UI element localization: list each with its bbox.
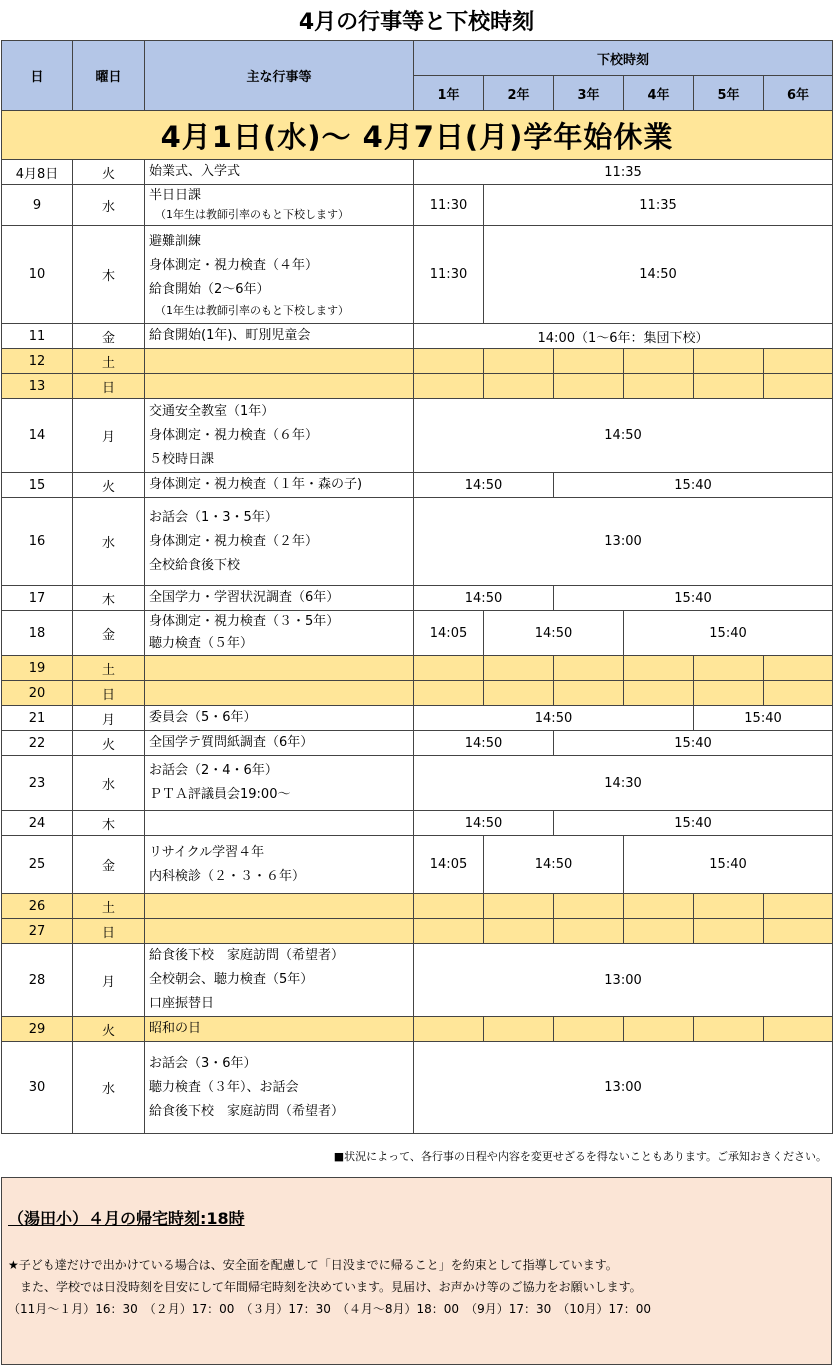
- day-cell: 26: [2, 894, 73, 919]
- day-cell: 14: [2, 399, 73, 473]
- event-cell: [145, 160, 414, 185]
- table-row: [2, 1042, 833, 1134]
- event-text: 身体測定・視力検査（４年）: [149, 257, 319, 273]
- day-cell: 23: [2, 756, 73, 811]
- event-cell: [145, 756, 414, 811]
- event-text: 全校給食後下校: [149, 557, 241, 573]
- time-cell: 15:40: [554, 473, 833, 498]
- header-grade: 3年: [554, 76, 624, 111]
- event-text: 身体測定・視力検査（１年・森の子): [149, 477, 363, 492]
- event-cell: [145, 473, 414, 498]
- time-cell: 14:50: [414, 811, 554, 836]
- time-cell: 13:00: [414, 1042, 833, 1134]
- header-grade: 6年: [764, 76, 833, 111]
- day-cell: 4月8日: [2, 160, 73, 185]
- time-cell: 14:05: [414, 611, 484, 656]
- event-cell: [145, 706, 414, 731]
- event-text: 聴力検査（３年）、お話会: [149, 1079, 299, 1095]
- event-cell: [145, 1042, 414, 1134]
- event-cell: [145, 944, 414, 1017]
- time-cell: 15:40: [554, 811, 833, 836]
- time-cell: 15:40: [624, 611, 833, 656]
- day-cell: 13: [2, 374, 73, 399]
- table-row: [2, 185, 833, 226]
- event-text: 避難訓練: [149, 233, 202, 249]
- day-cell: 15: [2, 473, 73, 498]
- weekday-cell: 水: [73, 1042, 145, 1134]
- header-events: 主な行事等: [145, 41, 414, 111]
- event-text: 給食後下校 家庭訪問（希望者）: [149, 948, 345, 963]
- schedule-note: ■状況によって、各行事の日程や内容を変更せざるを得ないこともあります。ご承知おきください。: [333, 1150, 827, 1163]
- weekday-cell: 土: [73, 656, 145, 681]
- event-cell: [145, 731, 414, 756]
- time-cell: 14:50: [414, 586, 554, 611]
- weekday-cell: 月: [73, 399, 145, 473]
- home-time-box: [1, 1177, 832, 1365]
- table-row: [2, 944, 833, 1017]
- weekday-cell: 火: [73, 731, 145, 756]
- header-grade: 1年: [414, 76, 484, 111]
- day-cell: 11: [2, 324, 73, 349]
- table-row: [2, 656, 833, 681]
- event-text: 給食後下校 家庭訪問（希望者）: [149, 1103, 345, 1119]
- event-text: 昭和の日: [149, 1021, 202, 1036]
- event-cell: [145, 611, 414, 656]
- table-row: [2, 399, 833, 473]
- event-cell: [145, 586, 414, 611]
- event-text: リサイクル学習４年: [149, 844, 265, 860]
- event-text: 給食開始(1年)、町別児童会: [149, 328, 311, 343]
- event-text: 身体測定・視力検査（３・5年）: [149, 614, 340, 629]
- day-cell: 24: [2, 811, 73, 836]
- time-cell: 14:00（1～6年：集団下校）: [414, 324, 833, 349]
- weekday-cell: 火: [73, 160, 145, 185]
- home-time-text: また、学校では日没時刻を目安にして年間帰宅時刻を決めています。見届け、お声かけ等のご協力をお願いします。: [20, 1280, 642, 1294]
- weekday-cell: 日: [73, 681, 145, 706]
- home-time-heading: （湯田小）４月の帰宅時刻:18時: [8, 1209, 245, 1228]
- table-row: [2, 681, 833, 706]
- day-cell: 12: [2, 349, 73, 374]
- day-cell: 30: [2, 1042, 73, 1134]
- table-row: [2, 836, 833, 894]
- event-cell: [145, 811, 414, 836]
- vacation-banner: 4月1日(水)～ 4月7日(月)学年始休業: [2, 111, 833, 160]
- weekday-cell: 木: [73, 586, 145, 611]
- time-cell: 14:50: [484, 836, 624, 894]
- event-text: お話会（3・6年）: [149, 1055, 257, 1071]
- schedule-table: [1, 40, 833, 1134]
- time-cell: 15:40: [694, 706, 833, 731]
- event-cell: [145, 226, 414, 324]
- weekday-cell: 月: [73, 944, 145, 1017]
- weekday-cell: 水: [73, 185, 145, 226]
- event-cell: [145, 498, 414, 586]
- day-cell: 28: [2, 944, 73, 1017]
- event-cell: [145, 1017, 414, 1042]
- event-cell: [145, 399, 414, 473]
- table-row: [2, 226, 833, 324]
- weekday-cell: 水: [73, 756, 145, 811]
- weekday-cell: 日: [73, 919, 145, 944]
- weekday-cell: 木: [73, 811, 145, 836]
- page-title: 4月の行事等と下校時刻: [298, 9, 535, 35]
- table-row: [2, 611, 833, 656]
- event-text: 全国学テ質問紙調査（6年）: [149, 735, 314, 750]
- table-row: [2, 349, 833, 374]
- header-day: 日: [2, 41, 73, 111]
- weekday-cell: 月: [73, 706, 145, 731]
- time-cell: 13:00: [414, 498, 833, 586]
- day-cell: 22: [2, 731, 73, 756]
- day-cell: 18: [2, 611, 73, 656]
- table-row: [2, 498, 833, 586]
- time-cell: 14:50: [414, 706, 694, 731]
- day-cell: 10: [2, 226, 73, 324]
- time-cell: 15:40: [624, 836, 833, 894]
- time-cell: 14:50: [414, 399, 833, 473]
- header-grade: 2年: [484, 76, 554, 111]
- time-cell: 15:40: [554, 731, 833, 756]
- event-text: 全国学力・学習状況調査（6年）: [149, 590, 340, 605]
- day-cell: 9: [2, 185, 73, 226]
- time-cell: 11:30: [414, 226, 484, 324]
- weekday-cell: 水: [73, 498, 145, 586]
- header-weekday: 曜日: [73, 41, 145, 111]
- table-row: [2, 756, 833, 811]
- time-cell: 14:50: [414, 473, 554, 498]
- weekday-cell: 火: [73, 473, 145, 498]
- event-cell: [145, 185, 414, 226]
- event-text: お話会（2・4・6年）: [149, 763, 278, 778]
- time-cell: 14:50: [484, 226, 833, 324]
- header-grade: 4年: [624, 76, 694, 111]
- weekday-cell: 土: [73, 894, 145, 919]
- event-text: 内科検診（２・３・６年）: [149, 868, 306, 884]
- weekday-cell: 金: [73, 836, 145, 894]
- time-cell: 11:30: [414, 185, 484, 226]
- table-row: [2, 1017, 833, 1042]
- weekday-cell: 土: [73, 349, 145, 374]
- time-cell: 11:35: [414, 160, 833, 185]
- home-time-text: ★子ども達だけで出かけている場合は、安全面を配慮して「日没までに帰ること」を約束として指導しています。: [8, 1258, 618, 1272]
- table-row: [2, 731, 833, 756]
- weekday-cell: 金: [73, 611, 145, 656]
- event-text: 身体測定・視力検査（２年）: [149, 533, 319, 549]
- header-grade: 5年: [694, 76, 764, 111]
- day-cell: 25: [2, 836, 73, 894]
- weekday-cell: 火: [73, 1017, 145, 1042]
- header-dismissal: 下校時刻: [414, 41, 833, 76]
- day-cell: 19: [2, 656, 73, 681]
- table-row: [2, 706, 833, 731]
- event-text: 給食開始（2～6年）: [149, 281, 270, 297]
- event-text: お話会（1・3・5年）: [149, 509, 278, 525]
- event-text: 全校朝会、聴力検査（5年）: [149, 972, 314, 987]
- event-text: 始業式、入学式: [149, 164, 241, 179]
- event-text: 口座振替日: [149, 996, 215, 1011]
- day-cell: 29: [2, 1017, 73, 1042]
- table-row: [2, 324, 833, 349]
- table-row: [2, 586, 833, 611]
- event-text: 交通安全教室（1年）: [149, 403, 275, 419]
- event-note: （1年生は教師引率のもと下校します）: [155, 303, 349, 317]
- weekday-cell: 木: [73, 226, 145, 324]
- event-text: ＰＴＡ評議員会19:00～: [149, 787, 291, 802]
- event-text: 聴力検査（５年）: [149, 636, 254, 651]
- table-row: [2, 811, 833, 836]
- event-text: 半日日課: [149, 188, 202, 203]
- day-cell: 16: [2, 498, 73, 586]
- weekday-cell: 日: [73, 374, 145, 399]
- event-note: （1年生は教師引率のもと下校します）: [155, 208, 349, 221]
- time-cell: 11:35: [484, 185, 833, 226]
- time-cell: 15:40: [554, 586, 833, 611]
- home-time-schedule: （11月～１月）16：30 （２月）17：00 （３月）17：30 （４月～8月）18：00 （9月）17：30 （10月）17：00: [8, 1302, 652, 1316]
- table-row: [2, 374, 833, 399]
- time-cell: 14:30: [414, 756, 833, 811]
- weekday-cell: 金: [73, 324, 145, 349]
- table-row: [2, 160, 833, 185]
- time-cell: 14:50: [484, 611, 624, 656]
- event-text: ５校時日課: [149, 451, 215, 467]
- event-text: 身体測定・視力検査（６年）: [149, 427, 319, 443]
- table-row: [2, 473, 833, 498]
- time-cell: 14:05: [414, 836, 484, 894]
- day-cell: 20: [2, 681, 73, 706]
- time-cell: 14:50: [414, 731, 554, 756]
- day-cell: 21: [2, 706, 73, 731]
- event-cell: [145, 836, 414, 894]
- time-cell: 13:00: [414, 944, 833, 1017]
- day-cell: 27: [2, 919, 73, 944]
- event-text: 委員会（5・6年）: [149, 710, 257, 725]
- table-row: [2, 919, 833, 944]
- event-cell: [145, 324, 414, 349]
- day-cell: 17: [2, 586, 73, 611]
- table-row: [2, 894, 833, 919]
